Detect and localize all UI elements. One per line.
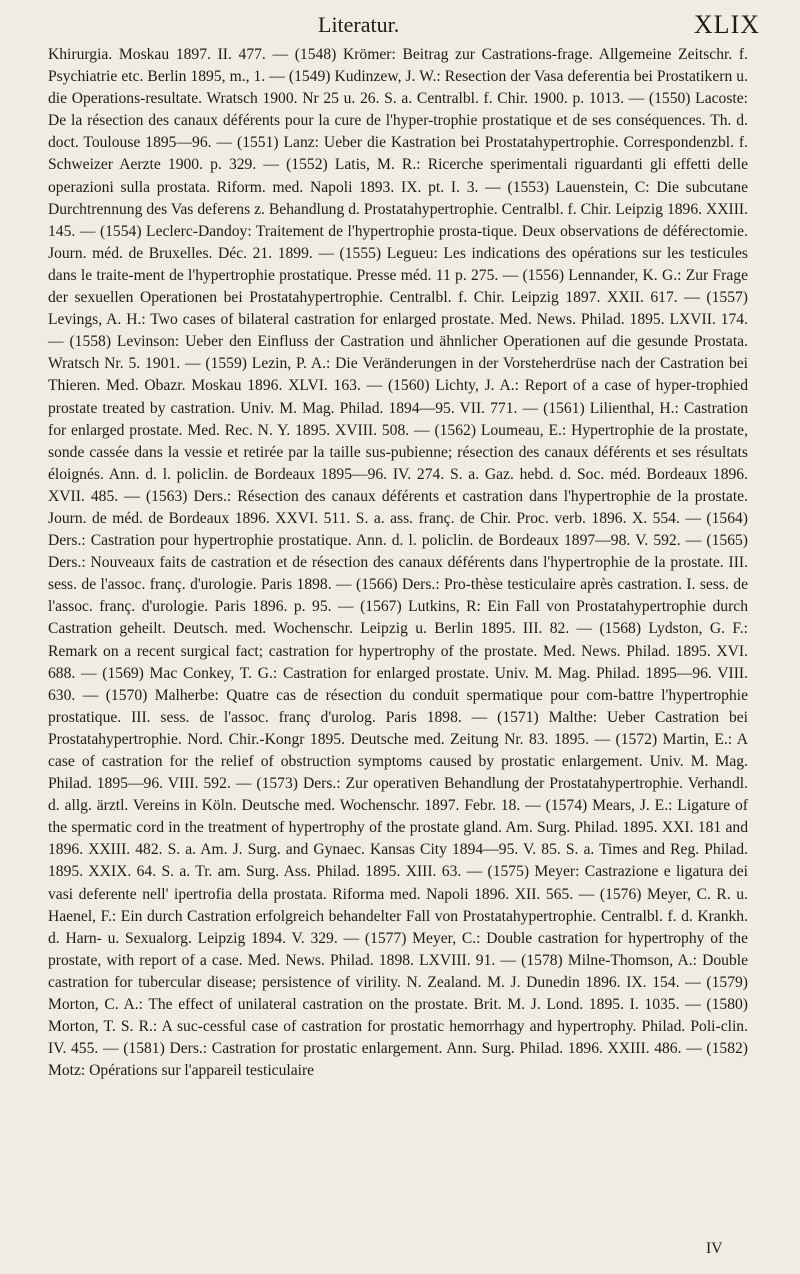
page-header [58,8,760,38]
page-number: XLIX [693,10,760,39]
bibliography-text [48,44,748,1082]
bibliography-paragraph: Khirurgia. Moskau 1897. II. 477. — (1548) Krömer: Beitrag zur Castrations-frage. Allgemeine Zeitschr. f. Psychiatrie etc. Berlin 1895, m., 1. — (1549) Kudinzew, J. W.: Resection der Vasa deferentia bei Prostatikern u. die Operations-resultate. Wratsch 1900. Nr 25 u. 26. S. a. Centralbl. f. Chir. 1900. p. 1013. — (1550) Lacoste: De la résection des canaux déférents pour la cure de l'hyper-trophie prostatique et de ses conséquences. Th. d. doct. Toulouse 1895—96. — (1551) Lanz: Ueber die Kastration bei Prostatahypertrophie. Correspondenzbl. f. Schweizer Aerzte 1900. p. 329. — (1552) Latis, M. R.: Ricerche sperimentali riguardanti gli effetti delle operazioni sulla prostata. Riform. med. Napoli 1893. IX. pt. I. 3. — (1553) Lauenstein, C: Die subcutane Durchtrennung des Vas deferens z. Behandlung d. Prostatahypertrophie. Centralbl. f. Chir. Leipzig 1896. XXIII. 145. — (1554) Leclerc-Dandoy: Traitement de l'hypertrophie prosta-tique. Deux observations de déférectomie. Journ. méd. de Bruxelles. Déc. 21. 1899. — (1555) Legueu: Les indications des opérations sur les testicules dans le traite-ment de l'hypertrophie prostatique. Presse méd. 11 p. 275. — (1556) Lennander, K. G.: Zur Frage der sexuellen Operationen bei Prostatahypertrophie. Centralbl. f. Chir. Leipzig 1897. XXII. 617. — (1557) Levings, A. H.: Two cases of bilateral castration for enlarged prostate. Med. News. Philad. 1895. LXVII. 174. — (1558) Levinson: Ueber den Einfluss der Castration und ähnlicher Operationen auf die gesunde Prostata. Wratsch Nr. 5. 1901. — (1559) Lezin, P. A.: Die Veränderungen in der Vorsteherdrüse nach der Castration bei Thieren. Med. Obazr. Moskau 1896. XLVI. 163. — (1560) Lichty, J. A.: Report of a case of hyper-trophied prostate treated by castration. Univ. M. Mag. Philad. 1894—95. VII. 771. — (1561) Lilienthal, H.: Castration for enlarged prostate. Med. Rec. N. Y. 1895. XVIII. 508. — (1562) Loumeau, E.: Hypertrophie de la prostate, sonde cassée dans la vessie et retirée par la taille sus-pubienne; résection des canaux déférents et ses résultats éloignés. Ann. d. l. policlin. de Bordeaux 1895—96. IV. 274. S. a. Gaz. hebd. d. Soc. méd. Bordeaux 1896. XVII. 485. — (1563) Ders.: Résection des canaux déférents et castration dans l'hypertrophie de la prostate. Journ. de méd. de Bordeaux 1896. XXVI. 511. S. a. ass. franç. de Chir. Proc. verb. 1896. X. 554. — (1564) Ders.: Castration pour hypertrophie prostatique. Ann. d. l. policlin. de Bordeaux 1897—98. V. 592. — (1565) Ders.: Nouveaux faits de castration et de résection des canaux déférents dans l'hypertrophie de la prostate. III. sess. de l'assoc. franç. d'urologie. Paris 1898. — (1566) Ders.: Pro-thèse testiculaire après castration. I. sess. de l'assoc. franç. d'urologie. Paris 1896. p. 95. — (1567) Lutkins, R: Ein Fall von Prostatahypertrophie durch Castration geheilt. Deutsch. med. Wochenschr. Leipzig u. Berlin 1895. III. 82. — (1568) Lydston, G. F.: Remark on a recent surgical fact; castration for hypertrophy of the prostate. Med. News. Philad. 1895. XVI. 688. — (1569) Mac Conkey, T. G.: Castration for enlarged prostate. Univ. M. Mag. Philad. 1895—96. VIII. 630. — (1570) Malherbe: Quatre cas de résection du conduit spermatique pour com-battre l'hypertrophie prostatique. III. sess. de l'assoc. franç d'urolog. Paris 1898. — (1571) Malthe: Ueber Castration bei Prostatahypertrophie. Nord. Chir.-Kongr 1895. Deutsche med. Zeitung Nr. 83. 1895. — (1572) Martin, E.: A case of castration for the relief of obstruction symptoms caused by prostatic enlargement. Univ. M. Mag. Philad. 1895—96. VIII. 592. — (1573) Ders.: Zur operativen Behandlung der Prostatahypertrophie. Verhandl. d. allg. ärztl. Vereins in Köln. Deutsche med. Wochenschr. 1897. Febr. 18. — (1574) Mears, J. E.: Ligature of the spermatic cord in the treatment of hypertrophy of the prostate gland. Am. Surg. Philad. 1895. XXI. 181 and 1896. XXIII. 482. S. a. Am. J. Surg. and Gynaec. Kansas City 1894—95. V. 85. S. a. Times and Reg. Philad. 1895. XXIX. 64. S. a. Tr. am. Surg. Ass. Philad. 1895. XIII. 63. — (1575) Meyer: Castrazione e ligatura dei vasi deferente nell' ipertrofia della prostata. Riforma med. Napoli 1896. XII. 565. — (1576) Meyer, C. R. u. Haenel, F.: Ein durch Castration erfolgreich behandelter Fall von Prostatahypertrophie. Centralbl. f. d. Krankh. d. Harn- u. Sexualorg. Leipzig 1894. V. 329. — (1577) Meyer, C.: Double castration for hypertrophy of the prostate, with report of a case. Med. News. Philad. 1898. LXVIII. 91. — (1578) Milne-Thomson, A.: Double castration for tubercular disease; persistence of virility. N. Zealand. M. J. Dunedin 1896. IX. 154. — (1579) Morton, C. A.: The effect of unilateral castration on the prostate. Brit. M. J. Lond. 1895. I. 1035. — (1580) Morton, T. S. R.: A suc-cessful case of castration for prostatic hemorrhagy and hypertrophy. Philad. Poli-clin. IV. 455. — (1581) Ders.: Castration for prostatic enlargement. Ann. Surg. Philad. 1896. XXIII. 486. — (1582) Motz: Opérations sur l'appareil testiculaire [48,46,748,1080]
running-title: Literatur. [318,12,400,37]
continuation-line: IV [706,1240,723,1257]
